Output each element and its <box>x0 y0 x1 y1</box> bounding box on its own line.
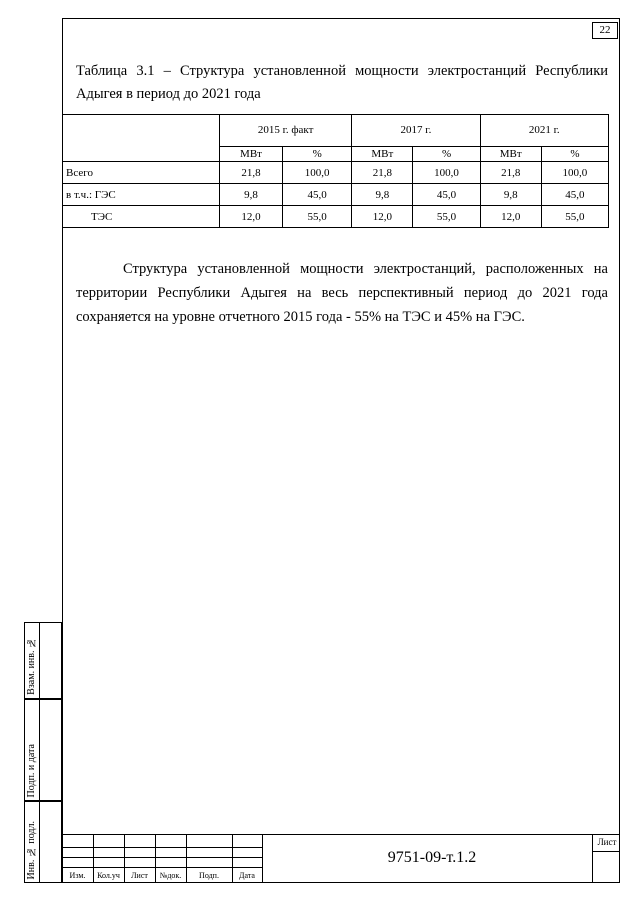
sheet-label: Лист <box>597 837 617 847</box>
column-label: Подп. <box>199 871 219 880</box>
table-cell: 12,0 <box>220 206 283 228</box>
unit-header: % <box>413 147 480 162</box>
table-corner-cell <box>63 115 220 162</box>
unit-header: % <box>541 147 608 162</box>
table-cell: 100,0 <box>283 162 352 184</box>
capacity-table <box>62 114 609 228</box>
table-row <box>63 162 609 184</box>
table-row <box>63 206 609 228</box>
table-caption: Таблица 3.1 – Структура установленной мощности электростанций Республики Адыгея в период до 2021 года <box>76 63 608 102</box>
row-label: Всего <box>63 162 220 184</box>
table-row <box>63 184 609 206</box>
side-label: Инв. № подл. <box>26 820 37 879</box>
side-label: Взам. инв. № <box>26 637 37 695</box>
unit-header: МВт <box>220 147 283 162</box>
column-label: Изм. <box>69 871 86 880</box>
table-cell: 45,0 <box>541 184 608 206</box>
table-cell: 21,8 <box>480 162 541 184</box>
table-cell: 55,0 <box>413 206 480 228</box>
table-cell: 100,0 <box>413 162 480 184</box>
unit-header: МВт <box>480 147 541 162</box>
table-cell: 21,8 <box>352 162 413 184</box>
side-stamp-signature <box>24 699 62 801</box>
column-label: №док. <box>159 871 182 880</box>
table-cell: 9,8 <box>480 184 541 206</box>
page-number: 22 <box>592 22 618 39</box>
year-header: 2015 г. факт <box>220 115 352 147</box>
document-code: 9751-09-т.1.2 <box>387 849 477 866</box>
side-label: Подп. и дата <box>26 743 37 797</box>
column-label: Дата <box>239 871 255 880</box>
row-label: ТЭС <box>63 206 220 228</box>
body-paragraph: Структура установленной мощности электростанций, расположенных на территории Республики Адыгея на весь перспективный период до 2021 года сохраняется на уровне отчетного 2015 года - 55% на ТЭС и 45% на ГЭС. <box>76 261 608 325</box>
column-label: Кол.уч <box>97 871 120 880</box>
title-block <box>62 834 620 883</box>
table-cell: 9,8 <box>220 184 283 206</box>
table-cell: 45,0 <box>413 184 480 206</box>
side-stamp-replacement <box>24 622 62 699</box>
year-header: 2021 г. <box>480 115 608 147</box>
row-label: в т.ч.: ГЭС <box>63 184 220 206</box>
year-header: 2017 г. <box>352 115 480 147</box>
table-cell: 12,0 <box>480 206 541 228</box>
column-label: Лист <box>131 871 148 880</box>
unit-header: % <box>283 147 352 162</box>
table-cell: 55,0 <box>283 206 352 228</box>
table-cell: 55,0 <box>541 206 608 228</box>
table-cell: 21,8 <box>220 162 283 184</box>
unit-header: МВт <box>352 147 413 162</box>
table-cell: 100,0 <box>541 162 608 184</box>
table-cell: 9,8 <box>352 184 413 206</box>
table-cell: 45,0 <box>283 184 352 206</box>
side-stamp-original <box>24 801 62 883</box>
table-cell: 12,0 <box>352 206 413 228</box>
